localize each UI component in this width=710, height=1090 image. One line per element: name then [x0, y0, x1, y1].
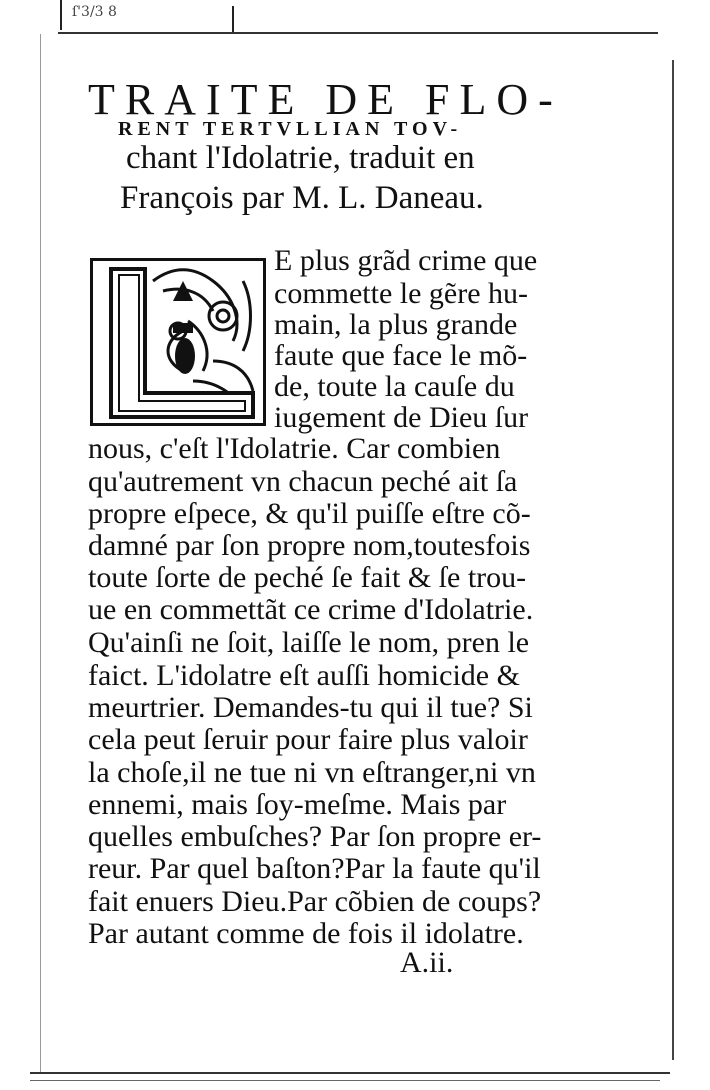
- title-line-3: chant l'Idolatrie, traduit en: [126, 140, 475, 176]
- decorated-initial: [90, 258, 266, 426]
- body-line-13: Qu'ainſi ne ſoit, laiſſe le nom, pren le: [88, 626, 530, 659]
- body-line-21: fait enuers Dieu.Par cõbien de coups?: [88, 885, 542, 918]
- body-line-19: quelles embuſches? Par ſon propre er-: [88, 820, 542, 853]
- body-line-15: meurtrier. Demandes-tu qui il tue? Si: [88, 691, 533, 724]
- body-line-2: commette le gẽre hu-: [274, 277, 529, 310]
- body-line-12: ue en commettãt ce crime d'Idolatrie.: [88, 593, 534, 626]
- body-line-16: cela peut ſeruir pour faire plus valoir: [88, 723, 528, 756]
- body-line-7: nous, c'eſt l'Idolatrie. Car combien: [88, 432, 501, 465]
- title-line-4: François par M. L. Daneau.: [120, 180, 484, 216]
- title-line-1: TRAITE DE FLO-: [88, 75, 563, 124]
- bottom-rule-2: [30, 1080, 660, 1081]
- body-line-3: main, la plus grande: [274, 308, 518, 341]
- top-rule: [58, 32, 658, 34]
- body-line-6: iugement de Dieu ſur: [274, 401, 529, 434]
- page-top-mark: [60, 0, 62, 30]
- body-line-4: faute que face le mõ-: [274, 339, 528, 372]
- body-line-10: damné par ſon propre nom,toutesfois: [88, 529, 531, 562]
- signature-mark: A.ii.: [400, 946, 454, 979]
- right-edge: [672, 60, 674, 1060]
- body-line-1: E plus grãd crime que: [274, 244, 538, 277]
- body-line-14: faict. L'idolatre eſt auſſi homicide &: [88, 659, 520, 692]
- body-line-9: propre eſpece, & qu'il puiſſe eſtre cõ-: [88, 497, 531, 530]
- bottom-rule: [30, 1072, 670, 1074]
- body-line-18: ennemi, mais ſoy-meſme. Mais par: [88, 788, 507, 821]
- header-fragment: ſ'3/3 8: [72, 4, 117, 20]
- body-line-22: Par autant comme de fois il idolatre.: [88, 917, 524, 950]
- body-line-20: reur. Par quel baſton?Par la faute qu'il: [88, 852, 541, 885]
- body-line-5: de, toute la cauſe du: [274, 370, 515, 403]
- page-left-edge: [40, 34, 41, 1074]
- body-line-8: qu'autrement vn chacun peché ait ſa: [88, 465, 518, 498]
- body-line-17: la choſe,il ne tue ni vn eſtranger,ni vn: [88, 756, 536, 789]
- title-line-2: RENT TERTVLLIAN TOV-: [118, 118, 463, 140]
- body-line-11: toute ſorte de peché ſe fait & ſe trou-: [88, 561, 527, 594]
- page-top-mark-2: [232, 6, 234, 34]
